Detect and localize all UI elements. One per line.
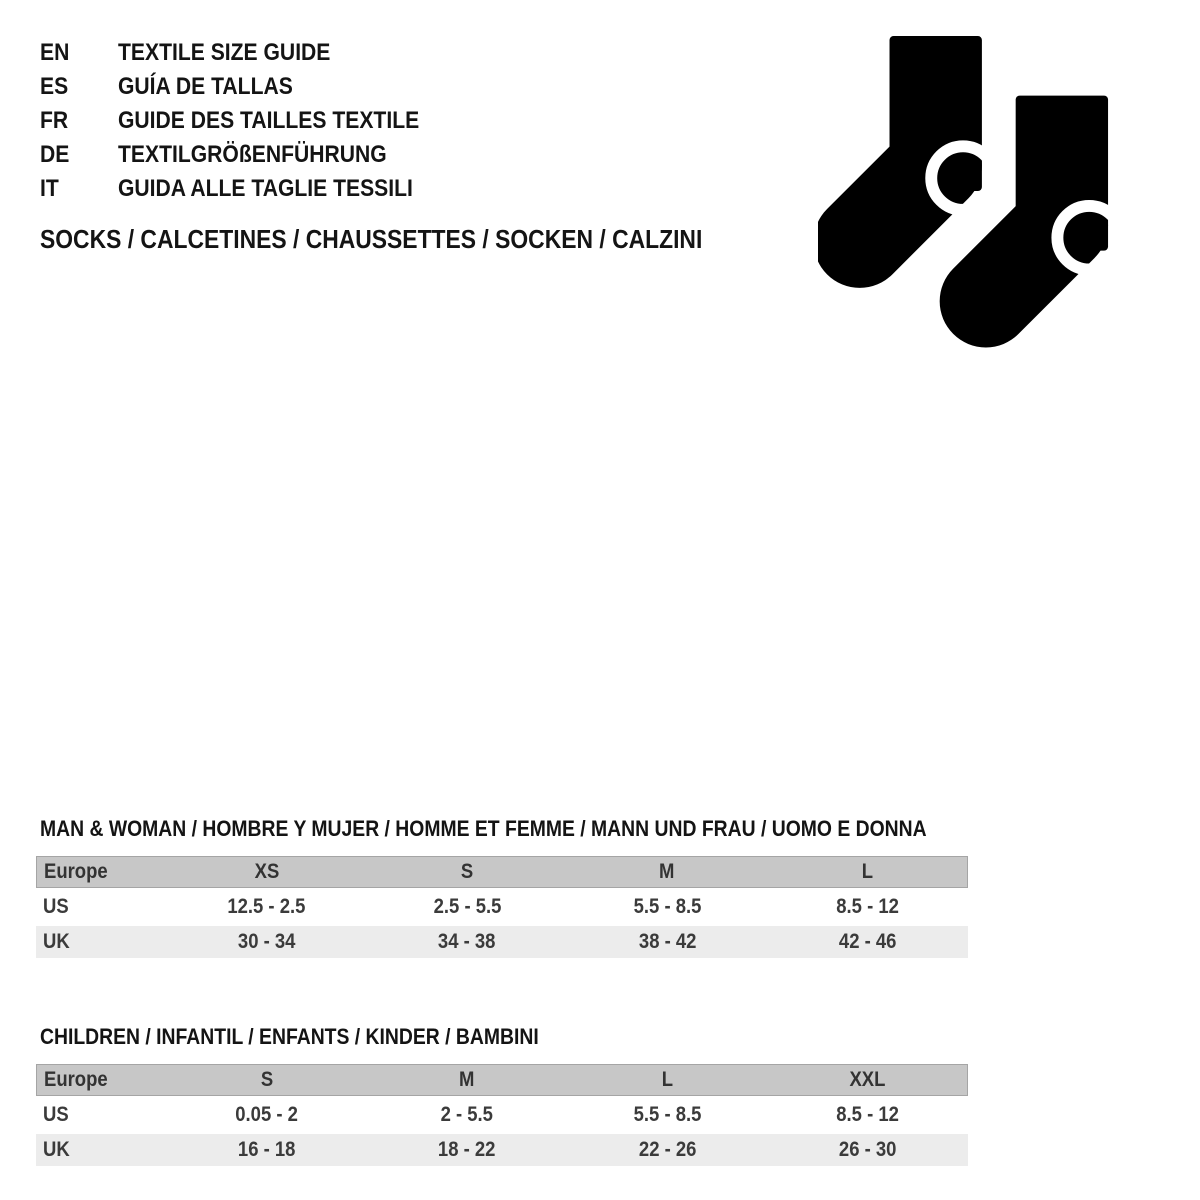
header-cell-size-1-text: S (260, 1068, 274, 1091)
language-code-it: IT (40, 175, 59, 202)
size-cell-text: 8.5 - 12 (836, 895, 900, 918)
header-cell-size-3 (567, 860, 767, 884)
size-cell (367, 1103, 567, 1127)
header-cell-size-3-text: L (661, 1068, 673, 1091)
header-cell-size-3 (567, 1068, 767, 1092)
size-cell-text: 2 - 5.5 (440, 1103, 494, 1126)
size-cell (567, 1103, 767, 1127)
size-cell (367, 895, 567, 919)
language-guide-block (40, 36, 460, 206)
children-size-grid (36, 1064, 968, 1166)
size-cell (567, 1138, 767, 1162)
adult-table-title-text: MAN & WOMAN / HOMBRE Y MUJER / HOMME ET FEMME / MANN UND FRAU / UOMO E DONNA (40, 816, 927, 841)
row-label-cell (36, 930, 166, 954)
size-cell-text: 5.5 - 8.5 (633, 1103, 702, 1126)
header-cell-size-2 (367, 860, 567, 884)
adult-row-us (36, 891, 968, 923)
size-cell (166, 930, 366, 954)
language-code-de: DE (40, 141, 70, 168)
size-cell (567, 895, 767, 919)
size-cell (367, 930, 567, 954)
size-cell (768, 895, 968, 919)
size-cell-text: 0.05 - 2 (235, 1103, 298, 1126)
size-cell-text: 18 - 22 (438, 1138, 496, 1161)
row-label-text: UK (43, 1138, 70, 1161)
row-label-text: US (43, 1103, 69, 1126)
row-label-cell (36, 1103, 166, 1127)
children-size-table (36, 1024, 968, 1169)
adult-header-row (36, 856, 968, 888)
language-code-es: ES (40, 73, 69, 100)
category-heading-text: SOCKS / CALCETINES / CHAUSSETTES / SOCKEN / CALZINI (40, 224, 703, 254)
header-cell-size-2 (367, 1068, 567, 1092)
language-code-fr: FR (40, 107, 69, 134)
row-label-text: US (43, 895, 69, 918)
size-cell (166, 895, 366, 919)
header-cell-region (37, 860, 167, 884)
adult-row-uk (36, 926, 968, 958)
size-cell (166, 1103, 366, 1127)
guide-title-es: GUÍA DE TALLAS (118, 73, 293, 100)
adult-size-grid (36, 856, 968, 958)
language-row-fr (40, 104, 460, 138)
size-cell-text: 12.5 - 2.5 (227, 895, 306, 918)
size-cell-text: 38 - 42 (638, 930, 697, 953)
header-cell-size-4-text: XXL (848, 1068, 885, 1091)
header-cell-region (37, 1068, 167, 1092)
size-cell-text: 42 - 46 (839, 930, 897, 953)
adult-table-title (40, 816, 968, 842)
children-row-us (36, 1099, 968, 1131)
header-cell-size-4 (767, 1068, 967, 1092)
language-row-es (40, 70, 460, 104)
size-cell (768, 930, 968, 954)
size-cell (768, 1138, 968, 1162)
children-header-row (36, 1064, 968, 1096)
language-row-it (40, 172, 460, 206)
size-cell (166, 1138, 366, 1162)
header-cell-size-4-text: L (861, 860, 873, 883)
language-row-de (40, 138, 460, 172)
language-code-en: EN (40, 39, 70, 66)
row-label-text: UK (43, 930, 70, 953)
size-cell-text: 2.5 - 5.5 (433, 895, 501, 918)
children-table-title-text: CHILDREN / INFANTIL / ENFANTS / KINDER / BAMBINI (40, 1024, 539, 1049)
size-cell (768, 1103, 968, 1127)
size-cell (567, 930, 767, 954)
header-cell-size-2-text: S (460, 860, 474, 883)
socks-icon (818, 36, 1116, 348)
header-cell-size-4 (767, 860, 967, 884)
guide-title-it: GUIDA ALLE TAGLIE TESSILI (118, 175, 413, 202)
header-cell-size-1-text: XS (254, 860, 280, 883)
row-label-cell (36, 1138, 166, 1162)
children-table-title (40, 1024, 968, 1050)
row-label-cell (36, 895, 166, 919)
size-cell-text: 34 - 38 (438, 930, 496, 953)
header-cell-region-text: Europe (44, 860, 108, 883)
guide-title-en: TEXTILE SIZE GUIDE (118, 39, 331, 66)
size-cell (367, 1138, 567, 1162)
guide-title-fr: GUIDE DES TAILLES TEXTILE (118, 107, 420, 134)
header-cell-size-1 (167, 1068, 367, 1092)
adult-size-table (36, 816, 968, 961)
size-cell-text: 26 - 30 (839, 1138, 897, 1161)
language-row-en (40, 36, 460, 70)
size-cell-text: 16 - 18 (237, 1138, 296, 1161)
size-cell-text: 8.5 - 12 (836, 1103, 900, 1126)
size-cell-text: 5.5 - 8.5 (633, 895, 702, 918)
header-cell-size-3-text: M (659, 860, 675, 883)
size-cell-text: 30 - 34 (237, 930, 296, 953)
children-row-uk (36, 1134, 968, 1166)
header-cell-region-text: Europe (44, 1068, 108, 1091)
header-cell-size-2-text: M (459, 1068, 475, 1091)
category-heading (40, 224, 793, 254)
size-cell-text: 22 - 26 (638, 1138, 697, 1161)
guide-title-de: TEXTILGRÖßENFÜHRUNG (118, 141, 387, 168)
header-cell-size-1 (167, 860, 367, 884)
